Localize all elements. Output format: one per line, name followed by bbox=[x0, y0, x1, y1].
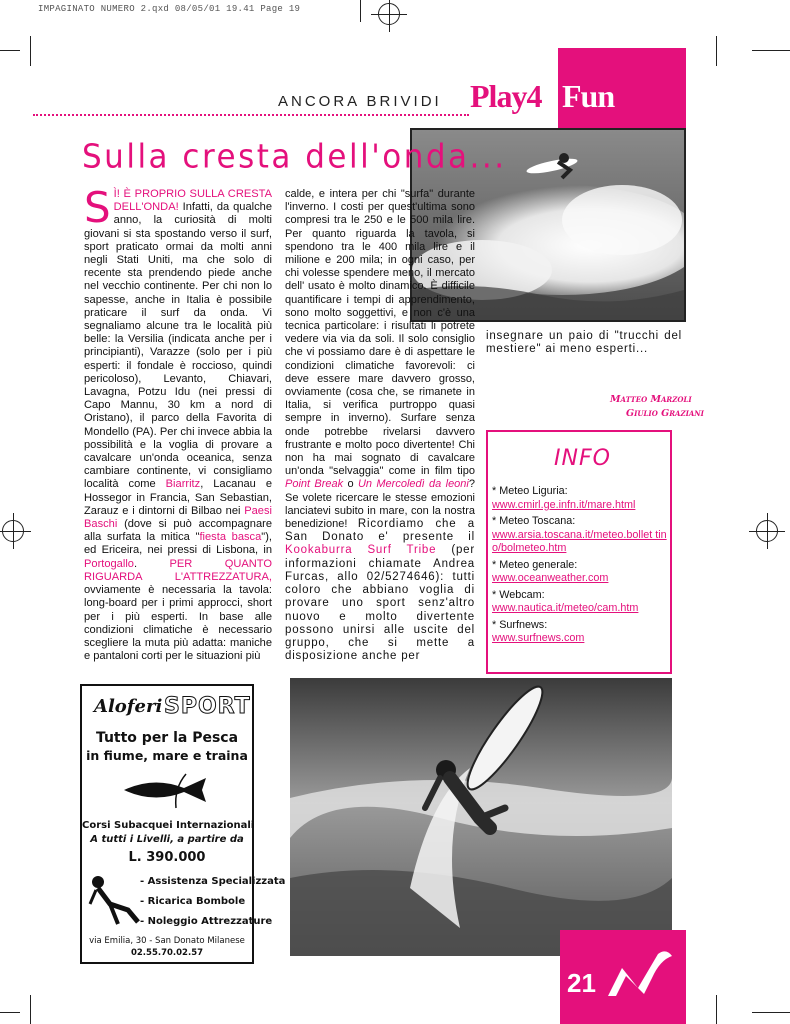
drop-cap: S bbox=[84, 183, 111, 232]
info-label: * Meteo Liguria: bbox=[492, 485, 568, 497]
article-headline: Sulla cresta dell'onda... bbox=[82, 138, 507, 176]
registration-mark bbox=[756, 520, 778, 542]
magazine-logo-icon bbox=[604, 944, 676, 1004]
lead2-caps: PER QUANTO RIGUARDA L'ATTREZZATURA, bbox=[84, 557, 272, 583]
section-title: ANCORA BRIVIDI bbox=[278, 93, 442, 110]
film-point-break: Point Break bbox=[285, 478, 344, 491]
info-link[interactable]: www.arsia.toscana.it/meteo.bollet tino/bolmeteo.htm bbox=[492, 528, 667, 554]
ad-service: - Assistenza Specializzata bbox=[140, 876, 286, 887]
fiesta-basca: fiesta basca bbox=[199, 531, 262, 544]
body-text: calde, e intera per chi "surfa" durante l'inverno. I costi per quest'ultima sono compresi tra le 250 e le 500 mila lire. Per quanto riguarda la tavola, si spendono tra le 400 mila lire e il milione e 200 mila; in ogni caso, per chi volesse spendere meno, il mercato dell' usato è molto dinamico. È difficile quantificare i tempi di apprendimento, sono molto soggettivi, e non c'è una tecnica particolare: i risultati li potrete vedere via via da soli. Il solo consiglio che vi possiamo dare è di aspettare le condizioni climatiche favorevoli: ci deve essere mare davvero grosso, ovviamente (cosa che, se rimanete in Italia, si verifica purtroppo quasi sempre in inverno). Surfare senza onde potrebbe rivelarsi davvero frustrante e molto poco divertente! Chi non ha mai sognato di cavalcare un'onda "selvaggia" come in film tipo bbox=[285, 188, 475, 478]
film-mercoledi: Un Mercoledì da leoni bbox=[357, 478, 469, 491]
ad-headline: Tutto per la Pesca bbox=[95, 730, 239, 746]
info-link[interactable]: www.nautica.it/meteo/cam.htm bbox=[492, 602, 639, 614]
ad-address: via Emilia, 30 - San Donato Milanese bbox=[89, 936, 245, 946]
lead-caps: Ì! È PROPRIO SULLA CRESTA DELL'ONDA! bbox=[113, 188, 272, 214]
article-column-1 bbox=[84, 183, 272, 663]
crop-mark bbox=[752, 1012, 790, 1013]
ad-sport-logo: SPORT bbox=[164, 694, 251, 719]
body-text: (dove si può accompagnare alla surfata la mitica " bbox=[84, 518, 272, 544]
body-text: Ricordiamo che a San Donato e' presente il bbox=[285, 518, 475, 544]
info-list bbox=[492, 482, 668, 646]
body-text: Infatti, da qualche anno, la curiosità di molti giovani si sta spostando verso il surf, sport praticato ormai da molti anni negli Stati Uniti, ma che solo di recente sta prendendo piede anche nel vecchio continente. Per chi non lo sapesse, anche in Italia è possibile praticare il surf da onda. Vi segnaliamo alcune tra le località più belle: la Versilia (indicata anche per i principianti), Varazze (solo per i più esperti: il fondale è roccioso, quindi pericoloso), Levanto, Chiavari, Lavagna, Potzu Idu (nei pressi di Capo Mannu, 30 km a nord di Oristano), il parco della Favorita di Mondello (PA). Per chi invece abbia la possibilità e la voglia di provare a cavalcare un'onda oceanica, senza cambiare continente, vi consigliamo località come bbox=[84, 201, 272, 491]
info-link[interactable]: www.surfnews.com bbox=[492, 632, 585, 644]
ad-service: - Noleggio Attrezzature bbox=[140, 916, 273, 927]
kookaburra-surf-tribe: Kookaburra Surf Tribe bbox=[285, 544, 437, 557]
diver-icon bbox=[88, 874, 140, 928]
crop-mark bbox=[752, 50, 790, 51]
body-text: ? Se volete ricercare le stesse emozioni lanciatevi subito in mare, con la nostra benedizione! bbox=[285, 478, 475, 531]
body-text: o bbox=[343, 478, 358, 491]
crop-mark bbox=[716, 36, 717, 66]
fish-icon bbox=[114, 768, 224, 812]
info-title: INFO bbox=[554, 446, 611, 471]
crop-mark bbox=[30, 995, 31, 1024]
place-portogallo: Portogallo bbox=[84, 557, 134, 570]
info-label: * Surfnews: bbox=[492, 618, 548, 631]
dotted-rule bbox=[33, 114, 469, 116]
ad-service: - Ricarica Bombole bbox=[140, 896, 246, 907]
body-text: , Lacanau e Hossegor in Francia, San Sebastian, Zarauz e i dintorni di Bilbao nei bbox=[84, 478, 272, 517]
article-column-2 bbox=[285, 188, 475, 663]
registration-mark bbox=[378, 3, 400, 25]
info-label: * Webcam: bbox=[492, 588, 545, 601]
body-text-continued bbox=[285, 188, 475, 530]
body-text: ovviamente è necessaria la tavola: long-board per i primi approcci, short per i più esperti. In base alle condizioni climatiche è necessario scegliere la muta più adatta: maniche e pantaloni corti per le situazioni più bbox=[84, 584, 272, 663]
ad-brand: Aloferi bbox=[94, 696, 163, 717]
brand-fun: Fun bbox=[562, 78, 615, 114]
print-slug: IMPAGINATO NUMERO 2.qxd 08/05/01 19.41 Page 19 bbox=[38, 4, 301, 14]
ad-levels: A tutti i Livelli, a partire da bbox=[90, 834, 244, 845]
place-paesi-baschi: Paesi Baschi bbox=[84, 504, 272, 531]
crop-mark bbox=[0, 1012, 20, 1013]
page-number: 21 bbox=[567, 968, 596, 998]
author-2: Giulio Graziani bbox=[626, 408, 704, 419]
info-label: * Meteo Toscana: bbox=[492, 515, 576, 527]
crop-mark bbox=[30, 36, 31, 66]
crop-mark bbox=[716, 995, 717, 1024]
ad-phone: 02.55.70.02.57 bbox=[130, 948, 204, 958]
info-link[interactable]: www.oceanweather.com bbox=[492, 572, 609, 584]
body-text: "), ed Ericeira, nei pressi di Lisbona, in bbox=[84, 531, 272, 557]
article-column-3 bbox=[486, 330, 682, 356]
info-label: * Meteo generale: bbox=[492, 558, 578, 571]
ad-courses: Corsi Subacquei Internazionali bbox=[82, 820, 255, 831]
info-link[interactable]: www.cmirl.ge.infn.it/mare.html bbox=[492, 498, 636, 511]
place-biarritz: Biarritz bbox=[165, 478, 201, 491]
registration-mark bbox=[2, 520, 24, 542]
advertisement bbox=[80, 684, 286, 964]
crop-mark bbox=[0, 50, 20, 51]
ad-price: L. 390.000 bbox=[128, 850, 206, 865]
brand-play: Play4 bbox=[470, 78, 542, 114]
body-text: (per informazioni chiamate Andrea Furcas, allo 02/5274646): tutti coloro che abbiano voglia di provare uno sport senz'altro nuovo e molto divertente possono unirsi alle uscite del gruppo, che si mette a disposizione anche per bbox=[285, 544, 475, 663]
author-1: Matteo Marzoli bbox=[610, 394, 692, 405]
crop-mark bbox=[360, 0, 361, 22]
ad-subheadline: in fiume, mare e traina bbox=[86, 748, 248, 763]
body-text: insegnare un paio di "trucchi del mestiere" ai meno esperti... bbox=[486, 330, 682, 356]
body-text: . bbox=[133, 557, 138, 570]
surf-photo-bottom bbox=[290, 678, 672, 956]
